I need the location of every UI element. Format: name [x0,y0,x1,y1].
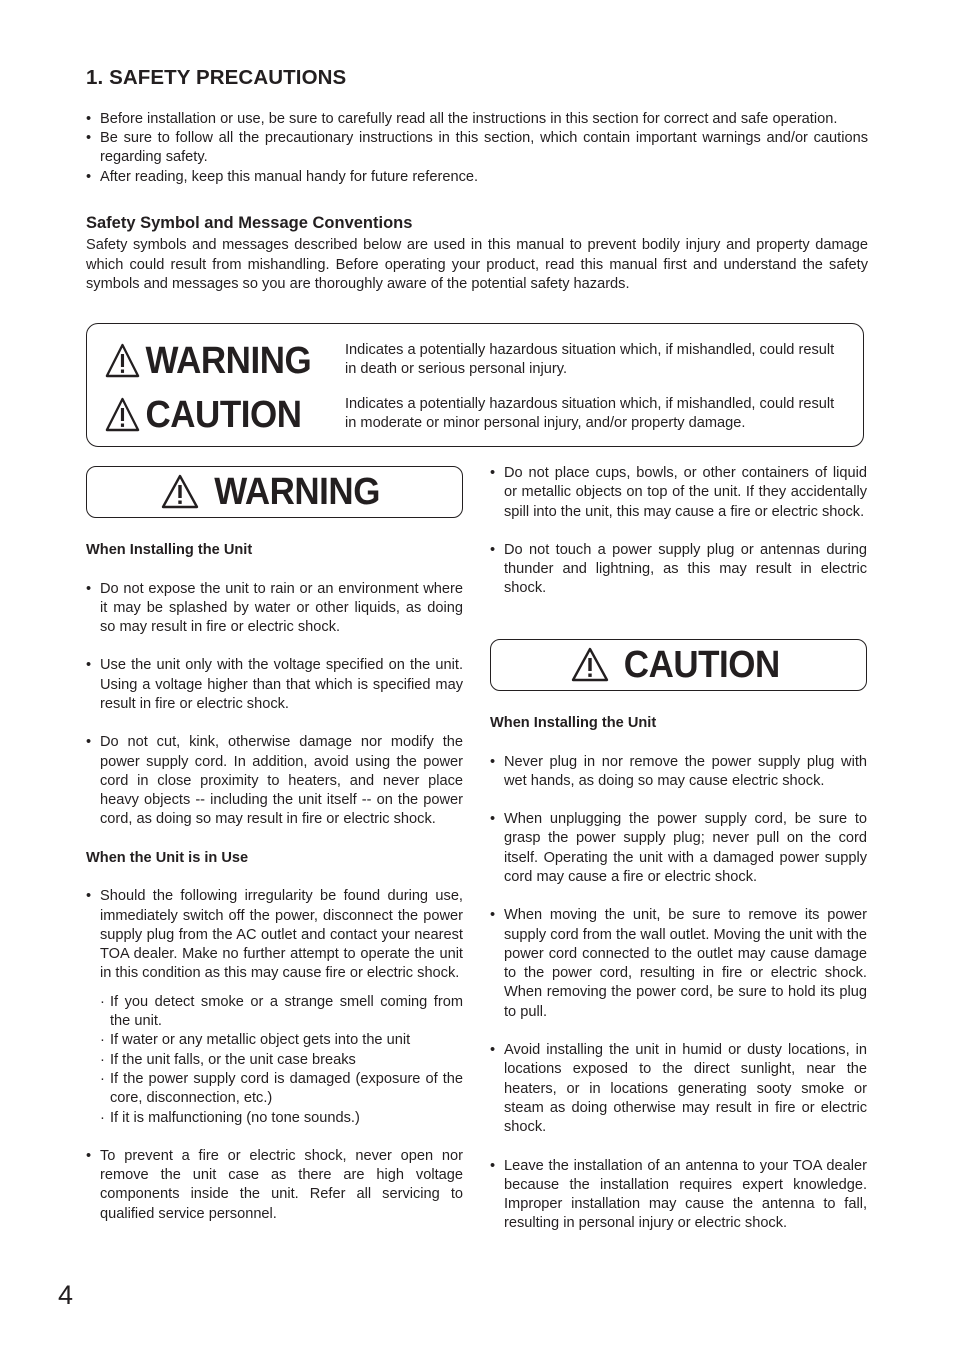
sub-list-item [100,1109,463,1128]
list-item-text: Do not touch a power supply plug or antennas during thunder and lightning, as this may result in electric shock. [504,541,867,597]
list-item-text: When unplugging the power supply cord, be sure to grasp the power supply plug; never pull on the cord itself. Operating the unit with a damaged power supply cord may cause a fire or electric shock. [504,811,867,885]
list-item [86,733,463,829]
sub-list-item-text: If water or any metallic object gets into the unit [110,1032,411,1049]
list-item-text: Do not expose the unit to rain or an environment where it may be splashed by water or other liquids, as doing so may result in fire or electric shock. [100,580,463,636]
warning-triangle-icon [571,647,609,683]
intro-bullet-list [86,110,868,187]
caution-column [490,714,867,1253]
caution-symbol-text: Indicates a potentially hazardous situation which, if mishandled, could result in moderate or minor personal injury, and/or property damage. [345,396,835,432]
list-item-text: Do not place cups, bowls, or other containers of liquid or metallic objects on top of the unit. If they accidentally spill into the unit, this may cause a fire or electric shock. [504,465,867,520]
warning-triangle-icon [105,343,140,379]
warning-in-use-list-continued [490,464,867,599]
bullet-mark: • [86,580,92,597]
list-item [86,580,463,638]
sub-list-item [100,1031,463,1050]
bullet-mark: • [86,130,92,147]
conventions-text: Safety symbols and messages described below are used in this manual to prevent bodily injury and property damage which could result from mishandling. Before operating your product, read this manual first and understand the safety symbols and messages so you are thoroughly aware of the potential safety hazards. [86,237,868,292]
irregularity-sublist [100,993,463,1128]
bullet-mark: • [86,734,92,751]
bullet-mark: • [86,657,92,674]
sub-bullet-mark: · [100,1051,105,1068]
warning-left-column [86,541,463,1243]
list-item [86,110,868,129]
bullet-mark: • [490,907,496,924]
bullet-mark: • [490,465,496,481]
safety-symbol-box [86,323,864,447]
list-item [86,168,868,187]
sub-bullet-mark: · [100,993,105,1010]
list-item [490,753,867,792]
bullet-mark: • [490,811,496,828]
list-item-text: Should the following irregularity be found during use, immediately switch off the power, disconnect the power supply plug from the AC outlet and contact your nearest TOA dealer. Make no further attempt to operate the unit in this condition as this may cause fire or electric shock. [100,888,463,982]
sub-list-item-text: If you detect smoke or a strange smell coming from the unit. [110,993,463,1030]
list-item-text: Do not cut, kink, otherwise damage nor modify the power supply cord. In addition, avoid using the power cord in close proximity to heaters, and never place heavy objects -- including the unit itself -- on the power cord, as doing so may result in fire or electric shock. [100,734,463,828]
bullet-mark: • [490,1042,496,1059]
warning-in-use-title: When the Unit is in Use [86,849,249,866]
list-item-text: Leave the installation of an antenna to your TOA dealer because the installation requires expert knowledge. Improper installation may cause the antenna to fall, resulting in personal injury or electric shock. [504,1157,867,1232]
warning-right-column [490,464,867,618]
warning-banner [86,466,463,518]
warning-banner-label: WARNING [214,470,381,513]
warning-symbol-text: Indicates a potentially hazardous situation which, if mishandled, could result in death or serious personal injury. [345,342,835,378]
page-number: 4 [58,1280,74,1310]
bullet-mark: • [86,168,92,185]
warning-installing-title: When Installing the Unit [86,542,253,558]
intro-bullet-text: Before installation or use, be sure to carefully read all the instructions in this section for correct and safe operation. [100,111,838,127]
caution-symbol-heading [105,391,302,439]
bullet-mark: • [490,1157,496,1174]
bullet-mark: • [86,888,92,905]
sub-list-item-text: If the unit falls, or the unit case breaks [110,1051,356,1068]
list-item-text: Never plug in nor remove the power supply plug with wet hands, as doing so may cause electric shock. [504,753,867,789]
bullet-mark: • [86,111,92,127]
sub-list-item-text: If it is malfunctioning (no tone sounds.) [110,1109,360,1126]
list-item-text: When moving the unit, be sure to remove its power supply cord from the wall outlet. Moving the unit with the power cord connected to the outlet may cause damage to the power cord, resulting in fire or electric shock. When removing the power cord, be sure to hold its plug to pull. [504,907,867,1020]
list-item [490,464,867,522]
list-item [86,656,463,714]
warning-symbol-heading [105,337,311,385]
sub-list-item [100,1051,463,1070]
list-item-text: Use the unit only with the voltage specified on the unit. Using a voltage higher than that which is specified may result in fire or electric shock. [100,657,463,712]
sub-bullet-mark: · [100,1109,105,1126]
list-item [490,1157,867,1234]
list-item [490,1041,867,1137]
caution-symbol-label: CAUTION [145,393,302,436]
caution-installing-title: When Installing the Unit [490,715,657,731]
warning-installing-list [86,580,463,830]
section-title: 1. SAFETY PRECAUTIONS [86,66,347,89]
list-item [490,541,867,599]
caution-banner [490,639,867,691]
sub-list-item [100,993,463,1032]
list-item [86,887,463,1128]
sub-bullet-mark: · [100,1070,105,1087]
sub-bullet-mark: · [100,1032,105,1049]
caution-banner-label: CAUTION [623,643,780,686]
warning-triangle-icon [105,397,140,433]
list-item-text: To prevent a fire or electric shock, never open nor remove the unit case as there are high voltage components inside the unit. Refer all servicing to qualified service personnel. [100,1147,463,1222]
bullet-mark: • [86,1147,92,1164]
bullet-mark: • [490,753,496,770]
sub-list-item-text: If the power supply cord is damaged (exposure of the core, disconnection, etc.) [110,1070,463,1107]
list-item [86,1147,463,1224]
intro-bullet-text: After reading, keep this manual handy for future reference. [100,168,479,185]
warning-symbol-label: WARNING [145,339,312,382]
intro-bullet-text: Be sure to follow all the precautionary instructions in this section, which contain important warnings and/or cautions regarding safety. [100,130,868,166]
list-item [86,129,868,167]
warning-symbol-row [87,337,863,387]
caution-installing-list [490,753,867,1234]
conventions-title: Safety Symbol and Message Conventions [86,214,413,232]
warning-in-use-list [86,887,463,1224]
bullet-mark: • [490,541,496,558]
sub-list-item [100,1070,463,1109]
warning-triangle-icon [161,474,199,510]
list-item-text: Avoid installing the unit in humid or dusty locations, in locations exposed to the direct sunlight, near the heaters, or in locations generating sooty smoke or steam as doing otherwise may result in fire or electric shock. [504,1042,867,1136]
list-item [490,906,867,1022]
caution-symbol-row [87,391,863,441]
list-item [490,810,867,887]
